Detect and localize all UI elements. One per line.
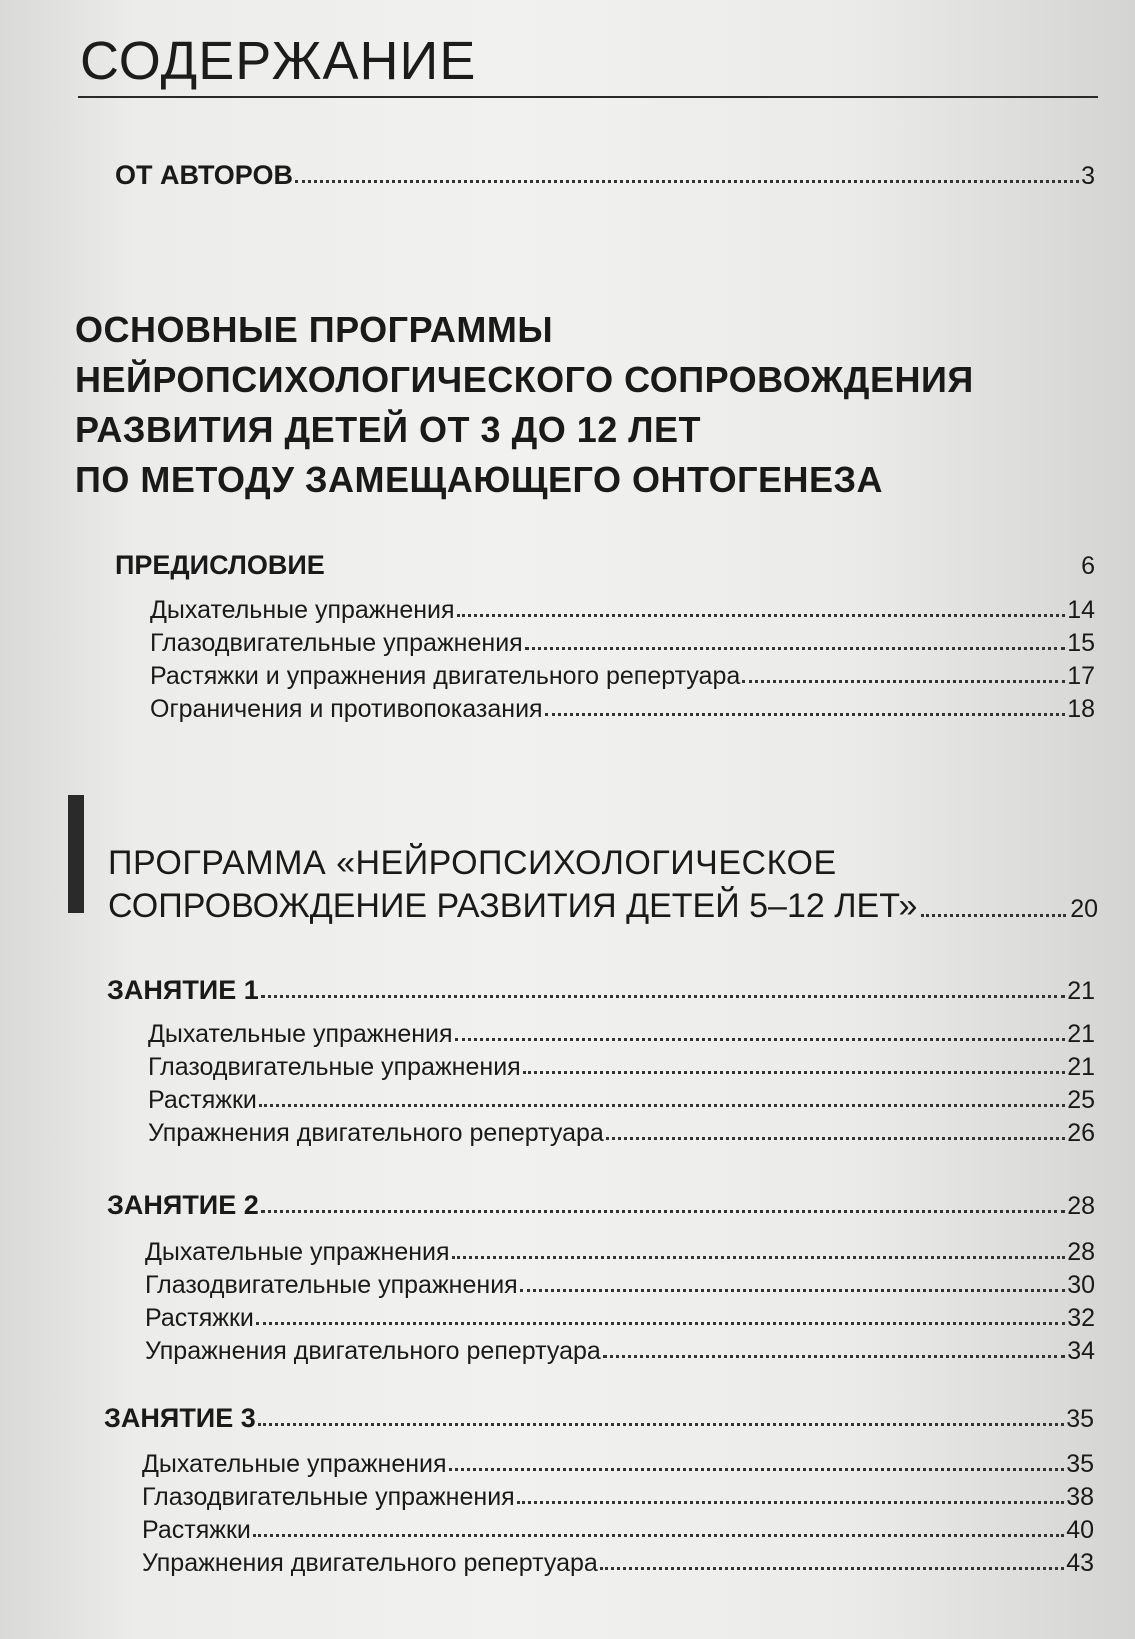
leader-dots	[517, 1500, 1064, 1504]
toc-subentry[interactable]	[142, 1483, 1094, 1512]
leader-dots	[457, 613, 1066, 617]
leader-dots	[261, 994, 1065, 998]
entry-label: ЗАНЯТИЕ 2	[107, 1190, 259, 1220]
toc-subentry[interactable]	[150, 596, 1095, 625]
leader-dots	[449, 1467, 1065, 1471]
toc-subentry[interactable]	[148, 1086, 1095, 1115]
toc-entry-lesson-3[interactable]	[104, 1403, 1094, 1434]
title-rule	[78, 96, 1098, 98]
entry-label: Упражнения двигательного репертуара	[142, 1549, 598, 1577]
entry-label: Растяжки и упражнения двигательного репертуара	[150, 662, 741, 690]
entry-label: Дыхательные упражнения	[142, 1450, 447, 1478]
page-number: 3	[1081, 162, 1095, 190]
page-number: 43	[1066, 1549, 1094, 1577]
section-marker-bar	[68, 795, 84, 913]
entry-label: Ограничения и противопоказания	[150, 695, 543, 723]
leader-dots	[921, 913, 1066, 917]
toc-entry-lesson-1[interactable]	[107, 975, 1095, 1006]
entry-label: Растяжки	[145, 1304, 254, 1332]
entry-label: Растяжки	[148, 1086, 257, 1114]
heading-line: ПО МЕТОДУ ЗАМЕЩАЮЩЕГО ОНТОГЕНЕЗА	[75, 459, 884, 500]
page-number: 25	[1067, 1086, 1095, 1114]
entry-label: Дыхательные упражнения	[145, 1238, 450, 1266]
main-programs-heading	[75, 305, 974, 505]
toc-entry-program[interactable]	[108, 887, 1098, 926]
entry-label: Дыхательные упражнения	[148, 1020, 453, 1048]
page-number: 18	[1067, 695, 1095, 723]
heading-line: НЕЙРОПСИХОЛОГИЧЕСКОГО СОПРОВОЖДЕНИЯ	[75, 359, 974, 400]
leader-dots	[261, 1209, 1065, 1213]
leader-dots	[600, 1566, 1064, 1570]
entry-label: ОТ АВТОРОВ	[115, 160, 293, 190]
leader-dots	[327, 569, 1079, 573]
page-number: 28	[1067, 1238, 1095, 1266]
leader-dots	[525, 646, 1065, 650]
page-number: 17	[1067, 662, 1095, 690]
toc-entry-preface[interactable]	[115, 550, 1095, 581]
page-number: 20	[1070, 895, 1098, 923]
program-heading: ПРОГРАММА «НЕЙРОПСИХОЛОГИЧЕСКОЕ	[108, 844, 837, 882]
leader-dots	[452, 1255, 1066, 1259]
leader-dots	[253, 1533, 1064, 1537]
entry-label: ЗАНЯТИЕ 1	[107, 975, 259, 1005]
entry-label: Глазодвигательные упражнения	[145, 1271, 518, 1299]
toc-subentry[interactable]	[148, 1053, 1095, 1082]
page-number: 21	[1067, 1053, 1095, 1081]
leader-dots	[256, 1321, 1065, 1325]
entry-label: Упражнения двигательного репертуара	[148, 1119, 604, 1147]
entry-label: Глазодвигательные упражнения	[148, 1053, 521, 1081]
page-number: 40	[1066, 1516, 1094, 1544]
entry-label: ЗАНЯТИЕ 3	[104, 1403, 256, 1433]
leader-dots	[742, 679, 1065, 683]
leader-dots	[523, 1070, 1065, 1074]
toc-subentry[interactable]	[142, 1450, 1094, 1479]
toc-subentry[interactable]	[150, 662, 1095, 691]
toc-subentry[interactable]	[150, 629, 1095, 658]
leader-dots	[259, 1103, 1065, 1107]
leader-dots	[520, 1288, 1065, 1292]
page-number: 28	[1067, 1192, 1095, 1220]
toc-subentry[interactable]	[142, 1549, 1094, 1578]
toc-entry-lesson-2[interactable]	[107, 1190, 1095, 1221]
leader-dots	[606, 1136, 1065, 1140]
toc-subentry[interactable]	[145, 1238, 1095, 1267]
leader-dots	[455, 1037, 1066, 1041]
toc-subentry[interactable]	[145, 1337, 1095, 1366]
page-number: 6	[1081, 552, 1095, 580]
entry-label: Дыхательные упражнения	[150, 596, 455, 624]
page-number: 21	[1067, 1020, 1095, 1048]
page-number: 35	[1066, 1405, 1094, 1433]
heading-line: ОСНОВНЫЕ ПРОГРАММЫ	[75, 309, 554, 350]
entry-label: Глазодвигательные упражнения	[150, 629, 523, 657]
toc-subentry[interactable]	[142, 1516, 1094, 1545]
leader-dots	[545, 712, 1066, 716]
toc-subentry[interactable]	[148, 1119, 1095, 1148]
page-number: 21	[1067, 977, 1095, 1005]
toc-subentry[interactable]	[150, 695, 1095, 724]
toc-subentry[interactable]	[148, 1020, 1095, 1049]
entry-label: Растяжки	[142, 1516, 251, 1544]
page-number: 34	[1067, 1337, 1095, 1365]
entry-label: ПРЕДИСЛОВИЕ	[115, 550, 325, 580]
page-number: 26	[1067, 1119, 1095, 1147]
entry-label: Упражнения двигательного репертуара	[145, 1337, 601, 1365]
toc-subentry[interactable]	[145, 1271, 1095, 1300]
entry-label: Глазодвигательные упражнения	[142, 1483, 515, 1511]
page-number: 15	[1067, 629, 1095, 657]
page-number: 30	[1067, 1271, 1095, 1299]
page-number: 38	[1066, 1483, 1094, 1511]
page-number: 14	[1067, 596, 1095, 624]
page-title: СОДЕРЖАНИЕ	[80, 31, 477, 91]
heading-line: РАЗВИТИЯ ДЕТЕЙ ОТ 3 ДО 12 ЛЕТ	[75, 409, 702, 450]
toc-subentry[interactable]	[145, 1304, 1095, 1333]
toc-entry-authors[interactable]	[115, 160, 1095, 191]
leader-dots	[603, 1354, 1065, 1358]
leader-dots	[258, 1422, 1064, 1426]
page-number: 35	[1066, 1450, 1094, 1478]
leader-dots	[295, 179, 1079, 183]
entry-label: СОПРОВОЖДЕНИЕ РАЗВИТИЯ ДЕТЕЙ 5–12 ЛЕТ»	[108, 887, 918, 925]
page-number: 32	[1067, 1304, 1095, 1332]
